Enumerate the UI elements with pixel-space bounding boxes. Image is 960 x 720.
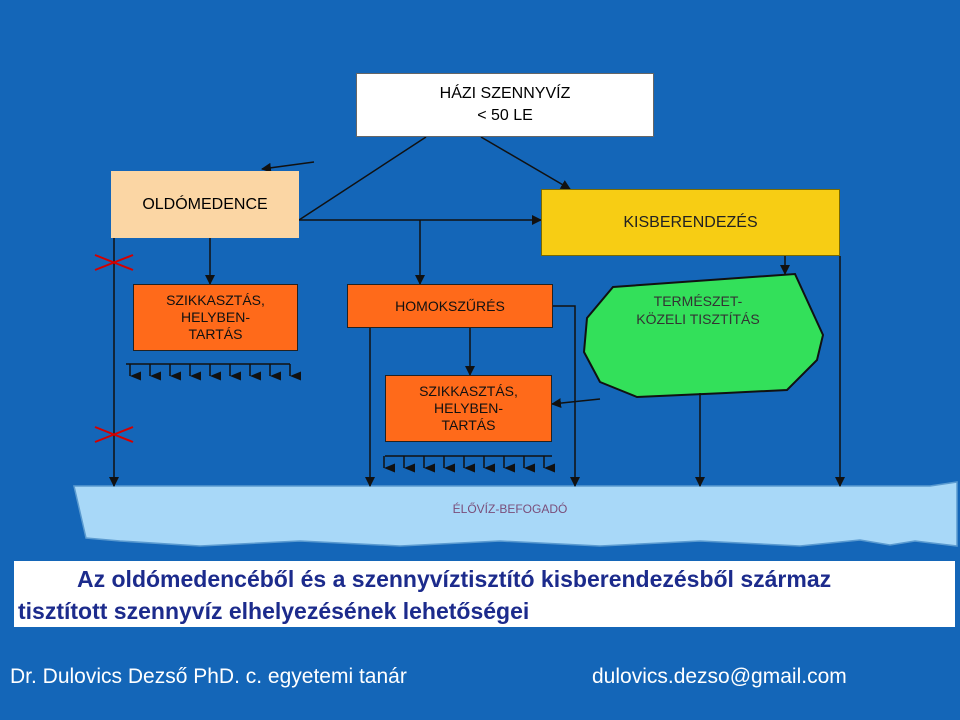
infiltration-arrows-row-1 [130, 364, 290, 376]
caption-panel [14, 561, 955, 627]
flow-line-source-to-oldomedence [299, 137, 426, 220]
box-szikkasztas-2: SZIKKASZTÁS, HELYBEN- TARTÁS [385, 375, 552, 442]
flow-arrow-left-branch [262, 162, 314, 169]
flow-line-homok-right [553, 306, 575, 486]
box-oldomedence: OLDÓMEDENCE [111, 171, 299, 238]
box-szikkasztas-1: SZIKKASZTÁS, HELYBEN- TARTÁS [133, 284, 298, 351]
footer-author: Dr. Dulovics Dezső PhD. c. egyetemi tanár [10, 665, 407, 688]
flow-arrow-source-to-kis [481, 137, 570, 189]
flow-arrow-term-to-szik2 [552, 399, 600, 404]
source-box-hazi-szennyviz: HÁZI SZENNYVÍZ < 50 LE [356, 73, 654, 137]
label-termeszetkozeli-tisztitas: TERMÉSZET- KÖZELI TISZTÍTÁS [636, 293, 760, 328]
box-homokszures: HOMOKSZŰRÉS [347, 284, 553, 328]
caption-line-2: tisztított szennyvíz elhelyezésének lehetőségei [18, 598, 530, 624]
caption-line-1: Az oldómedencéből és a szennyvíztisztító kisberendezésből származ [77, 566, 832, 592]
label-elovizbefogado: ÉLŐVÍZ-BEFOGADÓ [452, 502, 568, 516]
box-kisberendezes: KISBERENDEZÉS [541, 189, 840, 256]
infiltration-arrows-row-2 [384, 456, 544, 468]
footer-email: dulovics.dezso@gmail.com [592, 665, 847, 688]
